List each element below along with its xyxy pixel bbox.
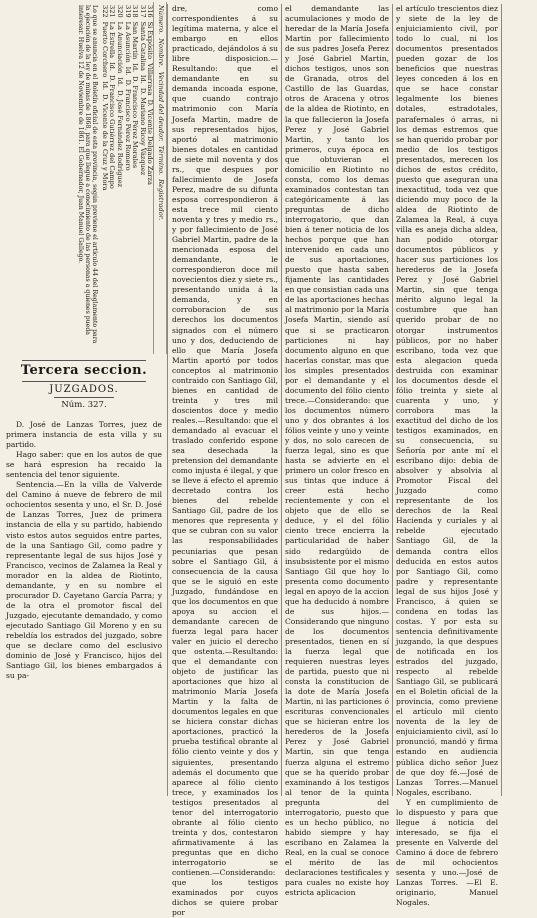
registry-header-row xyxy=(153,2,166,354)
registry-cell: D. Francisco Gutiérrez del Campo xyxy=(108,74,117,189)
registry-cell: 321 xyxy=(108,5,117,18)
registry-cell: D. Francisco Pérez Morales xyxy=(131,76,140,169)
column-5 xyxy=(504,4,534,798)
notice-number: Núm. 327. xyxy=(61,400,107,410)
header-number: Número. xyxy=(157,5,165,35)
registry-cell: Id. xyxy=(131,63,140,73)
court-heading: JUZGADOS. xyxy=(49,384,119,395)
paragraph: Hago saber: que en los autos de que se hará espresion ha recaido la sentencia del tenor siguiente. xyxy=(6,450,162,480)
registry-cell: 316 xyxy=(146,5,155,18)
paragraph: Sentencia.—En la villa de Valverde del Camino á nueve de febrero de mil ochocientos sesenta y uno, el Sr. D. José de Lanzas Torres, Juez de primera instancia de ella y su partido, habiendo visto estos autos seguidos entre partes, de la una Santiago Gil, como padre y representante legal de sus hijos José y Francisco, vecinos de Zalamea la Real y morador en la aldea de Riotinto, demandante, y en su nombre el procurador D. Cayetano García Parra; y de la otra el promotor fiscal del Juzgado, ejecutante demandado, y como ejecutado Santiago Gil Moreno y en su rebeldía los estrados del juzgado, sobre que se declare como del esclusivo dominio de José y Francisco, hijos del Santiago Gil, los bienes embargados á su pa- xyxy=(6,480,162,681)
registry-cell: 322 xyxy=(100,5,109,18)
column-3 xyxy=(285,4,389,898)
paragraph: D. José de Lanzas Torres, juez de primera instancia de esta villa y su partido. xyxy=(6,420,162,450)
divider xyxy=(22,360,146,361)
divider xyxy=(22,381,146,382)
registry-cell: Si Expósito xyxy=(146,21,155,60)
divider xyxy=(54,397,114,398)
column-rule xyxy=(392,4,393,796)
registry-cell: D. Francisco Pérez Romero xyxy=(123,79,132,171)
column-rule xyxy=(167,4,168,796)
paragraph: dre, como correspondientes á su legítima materna, y alce el embargo en ellos practicado, dejándolos á su libre disposicion.—Resultando: que el demandante en su demanda incoada espone, que cuando contrajo matrimonio con María Josefa Martin, madre de sus representados hijos, aportó al matrimonio bienes dotales en cantidad de siete mil noventa y dos rs., que despues por fallecimiento de Josefa Perez, madre de su difunta esposa correspondieron á esta trece mil ciento noventa y tres y medio rs., y por fallecimiento de José Gabriel Martin, padre de la mencionada esposa del demandante, le correspondieron doce mil novecientos diez y siete rs., presentando unida á la demanda, y en corroboracion de sus derechos los documentos signados con el número uno y dos, deduciendo de ello que María Josefa Martin aportó por todos conceptos al matrimonio contraido con Santiago Gil, bienes en cantidad de treinta y tres mil doscientos doce y medio reales.—Resultando: que el demandado al evacuar el traslado conferido espone sea desechada la pretension del demandante como injusta é ilegal, y que se lleve á efecto el apremio decretado contra los bienes del rebelde Santiago Gil, padre de los menores que representa y que se cubran con su valor las responsabilidades pecuniarias que pesan sobre el Santiago Gil, á consecuencia de la causa que se le siguió en este Juzgado, fundándose en que los documentos en que apoya su accion el demandante carecen de fuerza legal para hacer valer en juicio el derecho que ostenta.—Resultando: que el demandante con objeto de justificar las aportaciones que hizo al matrimonio María Josefa Martin y la falta de documentos legales en que se hiciera constar dichas aportaciones, practicó la prueba testifical obrante al fólio ciento veinte y dos y siguientes, presentando además el documento que aparece al fólio ciento trece, y examinados los testigos presentados al tenor del interrogatorio obrante al fólio ciento treinta y dos, contestaron afirmativamente á las preguntas que en dicho interrogatorio se contienen.—Considerando: que los testigos examinados por cuyos dichos se quiere probar por xyxy=(172,4,278,918)
registry-cell: D. Vicente Delgado Zarza xyxy=(146,99,155,185)
header-name: Nombre. xyxy=(157,38,165,68)
registry-cell: D. Vicente de la Cruz y Mora xyxy=(100,94,109,191)
registry-cell: Villarrasa xyxy=(146,63,155,96)
registry-cell: Id. xyxy=(108,62,117,71)
registry-row xyxy=(146,2,154,354)
paragraph: Y en cumplimiento de lo dispuesto y para que llegue á noticia del interesado, se fija el presente en Valverde del Camino á doce de febrero de mil ochocientos sesenta y uno.—José de Lanzas Torres. —El E. originario, Manuel Nogales. xyxy=(396,797,498,908)
column-1 xyxy=(6,420,162,798)
section-heading xyxy=(4,358,164,414)
section-title: Tercera seccion. xyxy=(20,363,148,378)
column-rule xyxy=(281,4,282,796)
registry-row xyxy=(131,2,139,354)
registry-cell: 319 xyxy=(123,5,132,18)
header-term: Término. xyxy=(157,145,165,176)
registry-row xyxy=(115,2,123,354)
registry-row xyxy=(100,2,108,354)
registry-cell: La Anunciación xyxy=(116,21,125,74)
column-4 xyxy=(396,4,498,908)
header-vicinity: Vecindad del deudor. xyxy=(157,71,165,142)
paragraph: el demandante las acumulaciones y modo de heredar de la María Josefa Martin por fallecimiento de sus padres Josefa Perez y José Gabriel Martin, dichos testigos, unos son de Granada, otros del Castillo de las Guardas, otros de Aracena y otros de la aldea de Riotinto, en la que fallecieron la Josefa Perez y José Gabriel Martin, y tanto los primeros, cuya época en que obtuvieran el domicilio en Riotinto no consta, como los demas examinados contestan tan categóricamente á las preguntas de dicho interrogatorio, que dan bien á tener noticia de los hechos porque que han intervenido en cada uno de sus aportaciones, puesto que hasta saben fijamente las cantidades en que consistian cada una de las aportaciones hechas al matrimonio por la María Josefa Martin, siendo así que si se practicaron particiones ni hay documento alguno en que hacerlas constar, mas que los simples presentados por el demandante y el documento del fólio ciento trece.—Considerando: que los documentos número uno y dos obrantes á los fólios veinte y uno y veinte y dos, no solo carecen de fuerza legal, sino es que hasta se advierte en el primero un color fresco en sus tintas que induce á creer está hecho recientemente y con el objeto que de ello se deduce, y el del fólio ciento trece encierra la particularidad de haber sido redargüido de insubsistente por el mismo Santiago Gil que hoy lo presenta como documento legal en apoyo de la accion que ha deducido á nombre de sus hijos.—Considerando que ninguno de los documentos presentados, tienen en sí la fuerza legal que requieren nuestras leyes de partida, puesto que ni consta la constitucion de la dote de María Josefa Martin, ni las particiones ó escrituras convencionales que se hicieran entre los herederos de la Josefa Perez y José Gabriel Martin, sin que tenga fuerza alguna el estremo que se ha querido probar examinando á los testigos al tenor de la quinta pregunta del interrogatorio, puesto que es un hecho público, no habido siempre y hay escribano en Zalamea la Real, en la cual se conoce el mérito de las declaraciones testificales y para cuales no existe hoy estricta aplicacion xyxy=(285,4,389,898)
registry-cell: D. José Fernández Rodríguez xyxy=(116,90,125,188)
column-2 xyxy=(172,4,278,918)
registry-cell: Puerto Corchero xyxy=(100,21,109,78)
registry-cell: 320 xyxy=(116,5,125,18)
registry-cell: Id. xyxy=(138,74,147,84)
registry-row xyxy=(138,2,146,354)
registry-cell: 318 xyxy=(131,5,140,18)
registry-cell: La Estrella xyxy=(108,21,117,59)
registry-note: Lo que se anuncia en el Boletín oficial de esta provincia, según previene el artículo 44 del Reglamento para la ejecución de la ley de minas de 1868, para que llegue a conocimiento de las personas a quienes pueda interesar. Huelva 12 de Noviembre de 1861. El Gobernador, Juan Manuel Gallego. xyxy=(77,5,99,344)
mine-registry-table xyxy=(4,2,167,354)
column-rule xyxy=(501,4,502,796)
registry-cell: San Martín xyxy=(131,21,140,60)
registry-cell: Id. xyxy=(116,77,125,87)
registry-row xyxy=(123,2,131,354)
header-registrar: Registrador. xyxy=(157,179,165,221)
registry-cell: La Asunción xyxy=(123,21,132,63)
registry-cell: Id. xyxy=(100,81,109,91)
registry-row xyxy=(108,2,116,354)
registry-cell: 317 xyxy=(138,5,147,18)
registry-cell: D. Mariano Ricoy Vázquez xyxy=(138,87,147,176)
registry-cell: Id. xyxy=(123,66,132,76)
paragraph: el artículo trescientos diez y siete de la ley de enjuiciamiento civil, por todo lo cual, ni los documentos presentados pueden gozar de los beneficios que nuestras leyes conceden á los en que se hace constar legalmente los bienes dotales, estradotales, parafernales ó arras, ni los demas estremos que se han querido probar por medio de los testigos presentados, merecen los dichos de estos crédito, puesto que aseguran una inexactitud, toda vez que diciendo muy poco de la aldea de Riotinto de Zalamea la Real, á cuya villa es aneja dicha aldea, han podido otorgar documentos públicos y hacer sus particiones los herederos de la Josefa Perez y José Gabriel Martin, sin que tenga mérito alguno legal la costumbre que han querido probar de no otorgar instrumentos públicos, por no haber escribano, toda vez que esta alegacion queda destruida con examinar los documentos desde el fólio treinta y siete al cuarenta y uno, y corrobora mas la exactitud del dicho de los testigos examinados, en su consecuencia, su Señoría por ante mí el escribano dijo: debia de absolver y absolvia al Promotor Fiscal del Juzgado como representante de los derechos de la Real Hacienda y curiales y al rebelde ejecutado Santiago Gil, de la demanda contra ellos deducida en estos autos por Santiago Gil, como padre y representante legal de sus hijos José y Francisco, á quien se condena en todas las costas. Y por esta su sentencia definitivamente juzgando, la que despues de notificada en los estrados del juzgado, respecto al rebelde Santiago Gil, se publicará en el Boletin oficial de la provincia, como previene el artículo mil ciento noventa de la ley de enjuiciamiento civil, así lo pronunció, mandó y firma estando en audiencia pública dicho señor Juez de que doy fé.—José de Lanzas Torres.—Manuel Nogales, escribano. xyxy=(396,4,498,797)
registry-cell: Santa Catalina xyxy=(138,21,147,71)
registry-rows xyxy=(100,2,153,354)
